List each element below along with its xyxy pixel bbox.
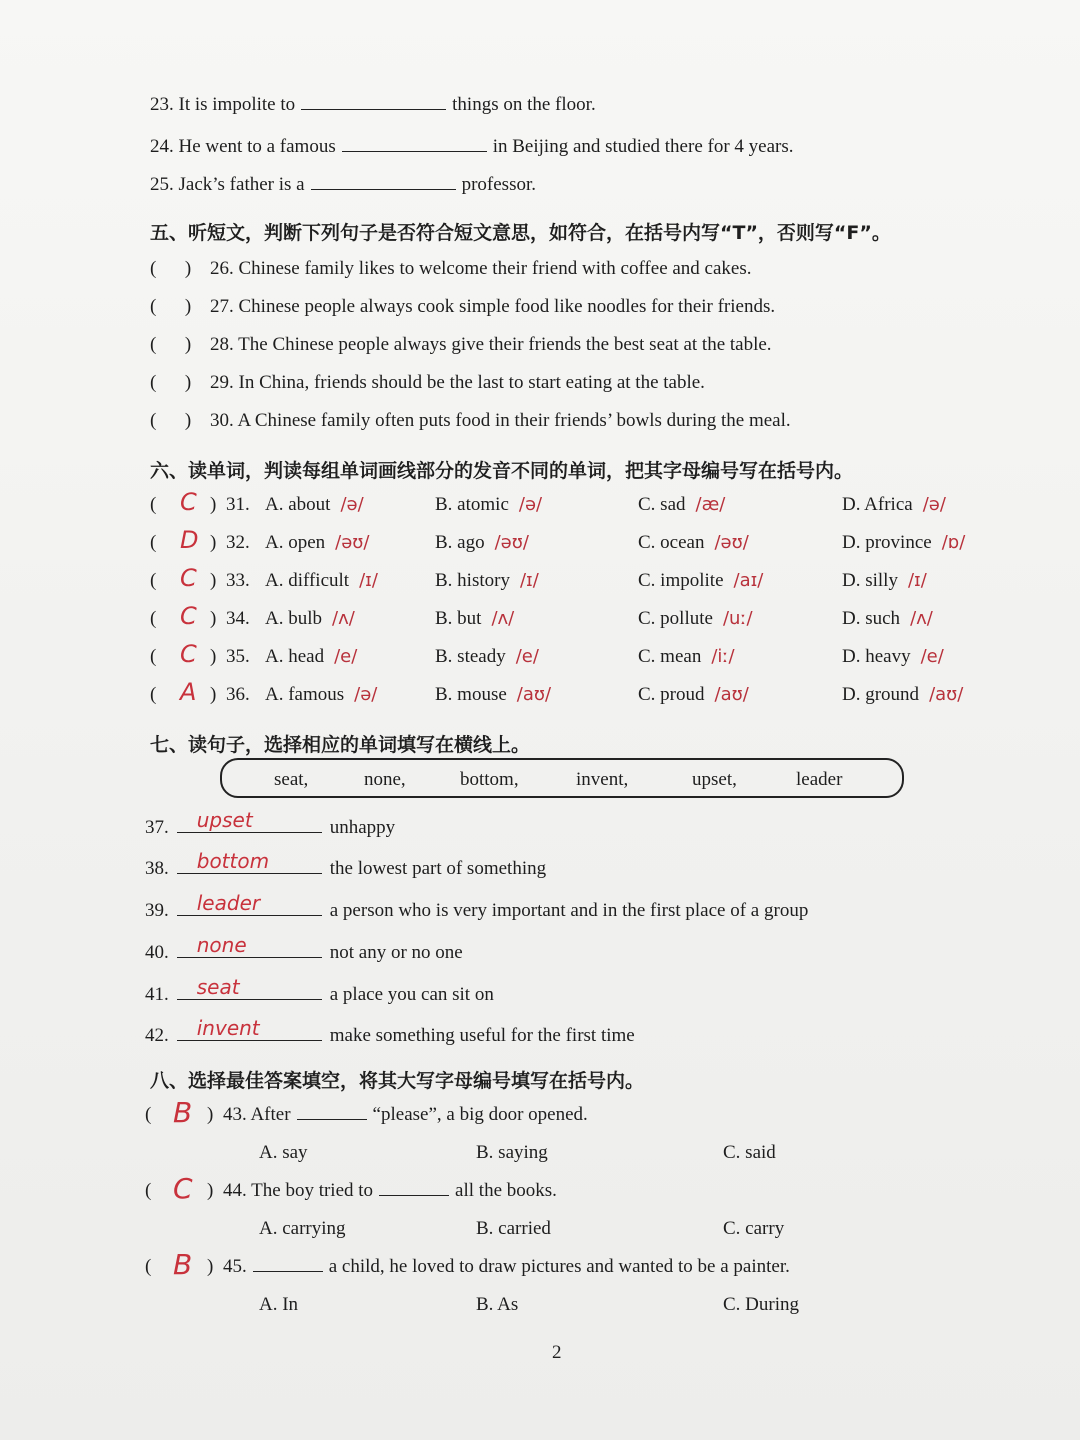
phonetic-note: /uː/ [722, 608, 753, 629]
handwritten-answer: C [180, 564, 197, 592]
answer-blank [177, 891, 322, 916]
answer-blank [379, 1194, 449, 1196]
question-text: professor. [461, 174, 536, 195]
answer-paren: ( ) [150, 410, 192, 431]
word-bank-item: none, [364, 769, 406, 790]
question-text: “please”, a big door opened. [372, 1104, 588, 1125]
option-c: C. pollute [638, 608, 713, 629]
tf-item [150, 372, 705, 394]
question-number: 33. [226, 570, 250, 591]
paren-open: ( [150, 684, 157, 705]
option-b: B. carried [476, 1218, 551, 1239]
answer-paren: ( ) [150, 296, 192, 317]
option-c: C. During [723, 1294, 799, 1315]
question-text: a child, he loved to draw pictures and wanted to be a painter. [328, 1256, 790, 1277]
paren-close: ) [210, 684, 217, 705]
handwritten-answer: seat [196, 975, 240, 999]
question-number: 39. [145, 900, 169, 921]
paren-close: ) [210, 532, 217, 553]
answer-blank [177, 849, 322, 874]
section-7-heading: 七、读句子，选择相应的单词填写在横线上。 [150, 734, 531, 756]
handwritten-answer: none [196, 933, 247, 957]
word-bank-item: invent, [576, 769, 629, 790]
phonetic-note: /aʊ/ [714, 684, 749, 705]
handwritten-answer: leader [196, 891, 261, 915]
section-6-heading: 六、读单词，判读每组单词画线部分的发音不同的单词，把其字母编号写在括号内。 [150, 460, 854, 482]
option-c: C. said [723, 1142, 776, 1163]
phonetic-note: /əʊ/ [714, 532, 749, 553]
phonetic-note: /ɪ/ [519, 570, 539, 591]
question-number: 35. [226, 646, 250, 667]
option-c: C. carry [723, 1218, 785, 1239]
phonetic-note: /aʊ/ [516, 684, 552, 705]
question-text: all the books. [455, 1180, 557, 1201]
option-a: A. say [259, 1142, 308, 1163]
tf-item [150, 410, 791, 432]
option-d: D. silly [842, 570, 898, 591]
phonetic-note: /ə/ [518, 494, 543, 515]
option-a: A. head [265, 646, 325, 667]
option-a: A. open [265, 532, 326, 553]
tf-item [150, 296, 775, 318]
tf-text: 27. Chinese people always cook simple food like noodles for their friends. [210, 296, 776, 317]
paren-open: ( [150, 532, 157, 553]
word-bank-item: seat, [274, 769, 309, 790]
handwritten-answer: D [180, 526, 199, 554]
option-b: B. but [435, 608, 482, 629]
option-d: D. ground [842, 684, 920, 705]
option-a: A. famous [265, 684, 345, 705]
question-number: 32. [226, 532, 250, 553]
phonetic-note: /əʊ/ [335, 532, 370, 553]
section-8-heading: 八、选择最佳答案填空，将其大写字母编号填写在括号内。 [150, 1070, 645, 1092]
answer-blank [253, 1270, 323, 1272]
paren-open: ( [150, 608, 157, 629]
paren-close: ) [207, 1104, 214, 1125]
phonetic-note: /æ/ [695, 494, 726, 515]
paren-close: ) [210, 494, 217, 515]
vocab-row [145, 933, 463, 964]
handwritten-answer: B [173, 1248, 193, 1281]
phonetic-note: /e/ [515, 646, 539, 667]
option-b: B. history [435, 570, 510, 591]
paren-close: ) [207, 1256, 214, 1277]
tf-item [150, 334, 772, 356]
phonetic-note: /ə/ [922, 494, 946, 515]
option-a: A. In [259, 1294, 299, 1315]
question-text: 45. [223, 1256, 247, 1277]
paren-close: ) [210, 570, 217, 591]
answer-paren: ( ) [150, 334, 192, 355]
paren-open: ( [150, 494, 157, 515]
definition-text: make something useful for the first time [329, 1025, 635, 1046]
answer-blank [342, 150, 487, 152]
option-c: C. mean [638, 646, 702, 667]
handwritten-answer: B [173, 1096, 193, 1129]
tf-text: 28. The Chinese people always give their friends the best seat at the table. [210, 334, 772, 355]
paren-open: ( [145, 1180, 152, 1201]
question-text: 24. He went to a famous [150, 136, 336, 157]
word-bank [220, 758, 904, 798]
handwritten-answer: A [180, 678, 197, 706]
question-number: 31. [226, 494, 250, 515]
question-text: 23. It is impolite to [150, 94, 296, 115]
question-text: 25. Jack’s father is a [150, 174, 305, 195]
question-number: 38. [145, 858, 169, 879]
option-d: D. Africa [842, 494, 913, 515]
option-c: C. proud [638, 684, 705, 705]
option-b: B. saying [476, 1142, 548, 1163]
section-5-heading: 五、听短文，判断下列句子是否符合短文意思，如符合，在括号内写“T”，否则写“F”。 [150, 222, 891, 244]
question-text: 44. The boy tried to [223, 1180, 374, 1201]
paren-open: ( [150, 570, 157, 591]
phonetic-note: /ɒ/ [941, 532, 966, 553]
handwritten-answer: invent [196, 1016, 260, 1040]
option-b: B. ago [435, 532, 485, 553]
question-number: 36. [226, 684, 250, 705]
option-b: B. steady [435, 646, 506, 667]
option-d: D. province [842, 532, 932, 553]
option-b: B. mouse [435, 684, 507, 705]
question-number: 37. [145, 817, 169, 838]
question-number: 40. [145, 942, 169, 963]
question-text: 43. After [223, 1104, 291, 1125]
page-number: 2 [552, 1342, 562, 1363]
answer-blank [177, 1016, 322, 1041]
tf-text: 26. Chinese family likes to welcome their friend with coffee and cakes. [210, 258, 752, 279]
paren-open: ( [145, 1256, 152, 1277]
phonetic-note: /əʊ/ [494, 532, 529, 553]
question-number: 42. [145, 1025, 169, 1046]
phonetic-note: /ɪ/ [359, 570, 378, 591]
vocab-row [145, 1016, 635, 1047]
option-a: A. difficult [265, 570, 350, 591]
definition-text: not any or no one [329, 942, 463, 963]
option-c: C. ocean [638, 532, 705, 553]
handwritten-answer: C [180, 602, 197, 630]
paren-open: ( [150, 646, 157, 667]
question-text: in Beijing and studied there for 4 years. [492, 136, 794, 157]
handwritten-answer: C [180, 640, 197, 668]
definition-text: the lowest part of something [329, 858, 547, 879]
option-b: B. As [476, 1294, 519, 1315]
answer-blank [311, 188, 456, 190]
definition-text: unhappy [329, 817, 396, 838]
option-d: D. heavy [842, 646, 911, 667]
vocab-row [145, 891, 809, 922]
answer-blank [177, 975, 322, 1000]
option-b: B. atomic [435, 494, 509, 515]
vocab-row [145, 975, 494, 1006]
phonetic-note: /aɪ/ [733, 570, 764, 591]
tf-text: 29. In China, friends should be the last to start eating at the table. [210, 372, 705, 393]
word-bank-item: bottom, [460, 769, 519, 790]
answer-blank [177, 808, 322, 833]
option-d: D. such [842, 608, 901, 629]
option-c: C. sad [638, 494, 686, 515]
answer-paren: ( ) [150, 372, 192, 393]
tf-text: 30. A Chinese family often puts food in their friends’ bowls during the meal. [210, 410, 791, 431]
phonetic-note: /aʊ/ [929, 684, 964, 705]
paren-open: ( [145, 1104, 152, 1125]
paren-close: ) [210, 608, 217, 629]
paren-close: ) [207, 1180, 214, 1201]
phonetic-note: /e/ [334, 646, 358, 667]
handwritten-answer: C [173, 1172, 193, 1205]
word-bank-item: upset, [692, 769, 737, 790]
vocab-row [145, 849, 547, 880]
question-number: 34. [226, 608, 250, 629]
answer-blank [177, 933, 322, 958]
handwritten-answer: C [180, 488, 197, 516]
answer-blank [301, 108, 446, 110]
paren-close: ) [210, 646, 217, 667]
question-number: 41. [145, 984, 169, 1005]
phonetic-note: /iː/ [711, 646, 735, 667]
definition-text: a person who is very important and in the first place of a group [329, 900, 809, 921]
phonetic-note: /ʌ/ [491, 608, 515, 629]
phonetic-note: /ə/ [340, 494, 364, 515]
answer-blank [297, 1118, 367, 1120]
question-24 [150, 136, 794, 158]
question-23 [150, 94, 596, 116]
phonetic-note: /ə/ [354, 684, 378, 705]
option-a: A. about [265, 494, 331, 515]
handwritten-answer: bottom [196, 849, 270, 873]
question-25 [150, 174, 536, 196]
question-text: things on the floor. [452, 94, 596, 115]
phonetic-note: /ɪ/ [907, 570, 927, 591]
phonetic-note: /e/ [920, 646, 944, 667]
option-a: A. carrying [259, 1218, 346, 1239]
option-a: A. bulb [265, 608, 322, 629]
definition-text: a place you can sit on [329, 984, 494, 1005]
phonetic-note: /ʌ/ [910, 608, 933, 629]
vocab-row [145, 808, 396, 839]
phonetic-note: /ʌ/ [332, 608, 355, 629]
option-c: C. impolite [638, 570, 724, 591]
answer-paren: ( ) [150, 258, 192, 279]
handwritten-answer: upset [196, 808, 253, 832]
word-bank-item: leader [796, 769, 843, 790]
tf-item [150, 258, 752, 280]
